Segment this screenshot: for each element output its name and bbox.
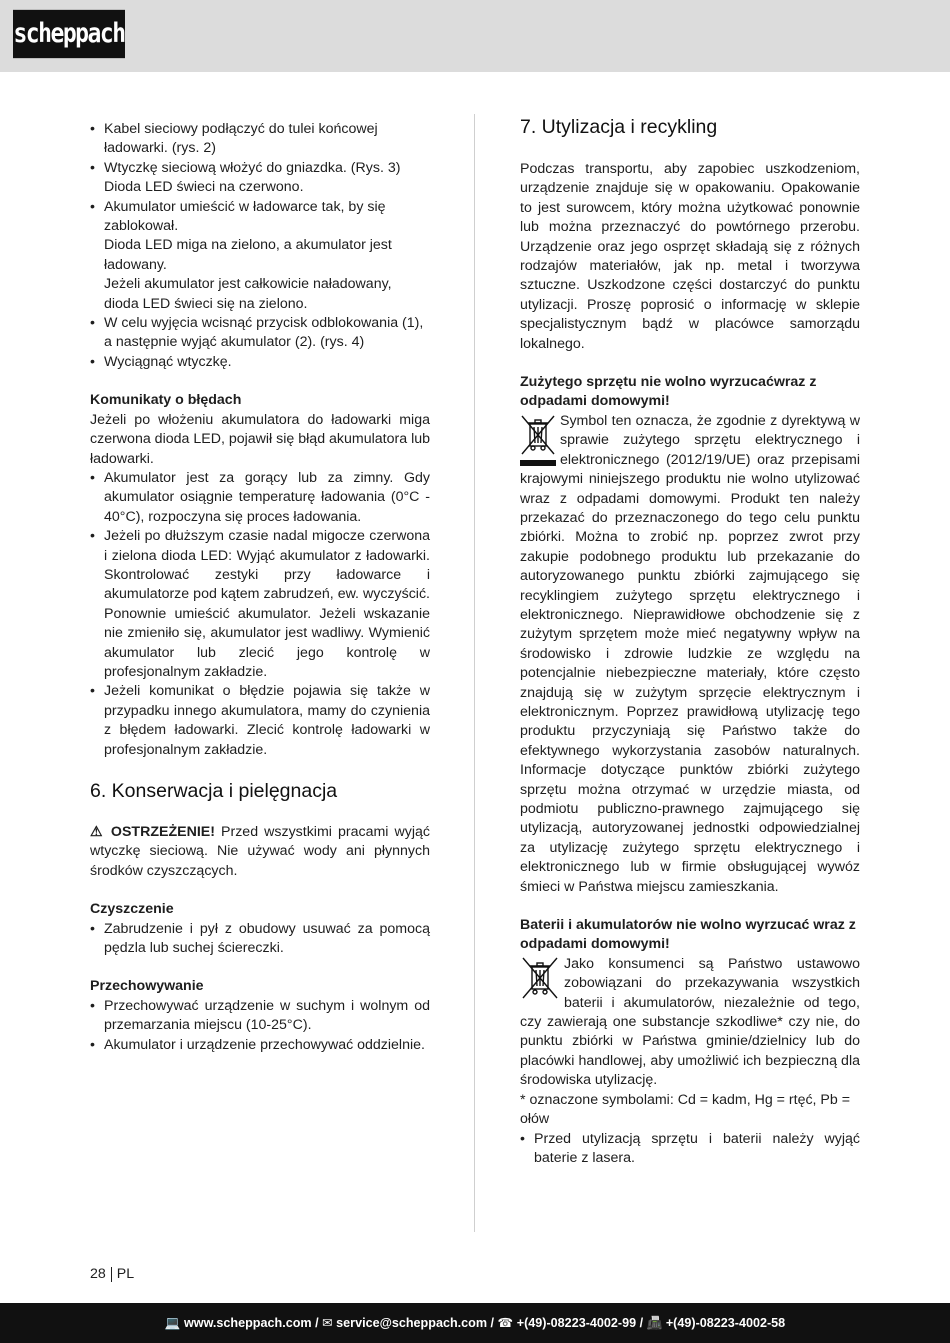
left-column — [90, 120, 430, 1055]
cleaning-heading: Czyszczenie — [90, 901, 174, 918]
list-item: • Wtyczkę sieciową włożyć do gniazdka. (Rys. 3) Dioda LED świeci na czerwono. — [90, 159, 401, 196]
list-item: • Przechowywać urządzenie w suchym i wolnym od przemarzania miejscu (10-25°C). — [90, 997, 430, 1034]
list-item: • Akumulator jest za gorący lub za zimny. Gdy akumulator osiągnie temperaturę ładowania (0°C - 40°C), rozpoczyna się proces ładowania. — [90, 469, 430, 525]
weee-text: Symbol ten oznacza, że zgodnie z dyrektywą w sprawie zużytego sprzętu elektrycznego i elektronicznego (2012/19/UE) oraz przepisami krajowymi niniejszego produktu nie wolno utylizować wraz z odpadami domowymi. Produkt ten należy przekazać do przeznaczonego do tego celu punktu zbiórki. Można to zrobić np. poprzez zwrot przy zakupie podobnego produktu lub przekazanie do autoryzowanego punktu zbiórki zajmującego się recyklingiem zużytego sprzętu elektrycznego i elektronicznego. Nieprawidłowe obchodzenie się z zużytym sprzętem może mieć negatywny wpływ na środowisko i zdrowie ludzkie ze względu na potencjalnie niebezpieczne materiały, które często znajdują się w zużytym sprzęcie elektrycznym i elektronicznym. Poprzez prawidłową utylizację tego produktu przyczyniają się Państwo także do efektywnego wykorzystania zasobów naturalnych. Informacje dotyczące punktów zbiórki zużytego sprzętu można otrzymać w urzędzie miasta, od podmiotu publiczno-prawnego zajmującego się utylizacją, autoryzowanej jednostki odpowiedzialnej za utylizację zużytego sprzętu elektrycznego i elektronicznego lub w firmie obsługującej wywóz śmieci w Państwa miejscu zamieszkania. — [520, 412, 860, 895]
scheppach-logo: scheppach — [13, 10, 125, 58]
weee-paragraph — [520, 412, 860, 897]
battery-paragraph — [520, 955, 860, 1091]
computer-icon: 💻 — [164, 1316, 181, 1330]
page-header — [0, 0, 950, 72]
errors-heading: Komunikaty o błędach — [90, 392, 242, 409]
footer-email: service@scheppach.com — [336, 1316, 488, 1330]
footnote: * oznaczone symbolami: Cd = kadm, Hg = rtęć, Pb = ołów — [520, 1091, 851, 1128]
footer-fax: +(49)-08223-4002-58 — [665, 1316, 786, 1330]
list-item: • Kabel sieciowy podłączyć do tulei końcowej ładowarki. (rys. 2) — [90, 121, 378, 157]
list-item: • Jeżeli komunikat o błędzie pojawia się także w przypadku innego akumulatora, mamy do czynienia z błędem ładowarki. Zlecić kontrolę ładowarki w profesjonalnym zakładzie. — [90, 683, 430, 758]
disposal-intro: Podczas transportu, aby zapobiec uszkodzeniom, urządzenie znajduje się w opakowaniu. Opakowanie to jest surowcem, który można użytkować ponownie lub można przeznaczyć do powtórnego przerobu. Urządzenie oraz jego osprzęt składają się z różnych rodzajów materiałów, jak np. metal i tworzywa sztuczne. Uszkodzone części dostarczyć do punktu utylizacji. Proszę poprosić o informację w sklepie specjalistycznym bądź w placówce samorządu lokalnego. — [520, 161, 860, 352]
section-6-heading: 6. Konserwacja i pielęgnacja — [90, 780, 338, 802]
battery-text: Jako konsumenci są Państwo ustawowo zobowiązani do przekazywania wszystkich baterii i akumulatorów, niezależnie od tego, czy zawierają one substancje szkodliwe* czy nie, do punktu zbiórki w Państwa gminie/dzielnicy lub do placówki handlowej, aby umożliwić ich bezpieczną dla środowiska utylizację. — [520, 955, 860, 1089]
section-7-heading: 7. Utylizacja i recykling — [520, 116, 718, 138]
crossed-bin-icon — [518, 955, 562, 1001]
right-column — [520, 114, 860, 1168]
phone-icon: ☎ — [497, 1316, 514, 1330]
list-item: • Przed utylizacją sprzętu i baterii należy wyjąć baterie z lasera. — [520, 1130, 860, 1166]
crossed-bin-icon — [518, 412, 558, 470]
footer-web: www.scheppach.com — [183, 1316, 312, 1330]
fax-icon: 📠 — [646, 1316, 663, 1330]
warning-paragraph — [90, 823, 430, 881]
footer-phone: +(49)-08223-4002-99 — [516, 1316, 637, 1330]
cleaning-list — [90, 920, 430, 959]
list-item: • Zabrudzenie i pył z obudowy usuwać za pomocą pędzla lub suchej ściereczki. — [90, 920, 430, 957]
storage-heading: Przechowywanie — [90, 978, 204, 995]
page-number: 28 PL — [90, 1266, 135, 1282]
charging-steps-list — [90, 120, 430, 372]
list-item: • Akumulator i urządzenie przechowywać oddzielnie. — [90, 1036, 425, 1053]
list-item: • W celu wyjęcia wcisnąć przycisk odblokowania (1), a następnie wyjąć akumulator (2). (rys. 4) — [90, 315, 424, 351]
list-item-continuation: Jeżeli akumulator jest całkowicie naładowany, dioda LED świeci się na zielono. — [104, 276, 392, 312]
page-footer: 💻 www.scheppach.com / ✉ service@scheppach.com / ☎ +(49)-08223-4002-99 / 📠 +(49)-08223-4002-58 — [0, 1303, 950, 1343]
list-item: • Akumulator umieścić w ładowarce tak, by się zablokował. — [90, 198, 386, 235]
list-item: • Wyciągnąć wtyczkę. — [90, 353, 232, 370]
final-list — [520, 1130, 860, 1169]
warning-label: ⚠ OSTRZEŻENIE! — [90, 824, 215, 840]
warning-text: Przed wszystkimi pracami wyjąć wtyczkę sieciową. Nie używać wody ani płynnych środków czyszczących. — [90, 824, 430, 879]
mail-icon: ✉ — [322, 1316, 333, 1330]
battery-heading: Baterii i akumulatorów nie wolno wyrzucać wraz z odpadami domowymi! — [520, 917, 856, 953]
errors-intro: Jeżeli po włożeniu akumulatora do ładowarki miga czerwona dioda LED, pojawił się błąd akumulatora lub ładowarki. — [90, 411, 430, 467]
weee-heading: Zużytego sprzętu nie wolno wyrzucaćwraz z odpadami domowymi! — [520, 374, 817, 410]
storage-list — [90, 997, 430, 1055]
list-item-continuation: Dioda LED miga na zielono, a akumulator jest ładowany. — [104, 237, 392, 273]
errors-list — [90, 469, 430, 760]
list-item: • Jeżeli po dłuższym czasie nadal migocze czerwona i zielona dioda LED: Wyjąć akumulator z ładowarki. Skontrolować zestyki przy ładowarce i akumulatorze pod kątem zabrudzeń, ew. wyczyścić. Ponownie umieścić akumulator. Jeżeli wskazanie nie zmieniło się, akumulator jest wadliwy. Wymienić akumulator lub zlecić jego kontrolę w profesjonalnym zakładzie. — [90, 528, 430, 680]
column-divider — [474, 114, 475, 1232]
